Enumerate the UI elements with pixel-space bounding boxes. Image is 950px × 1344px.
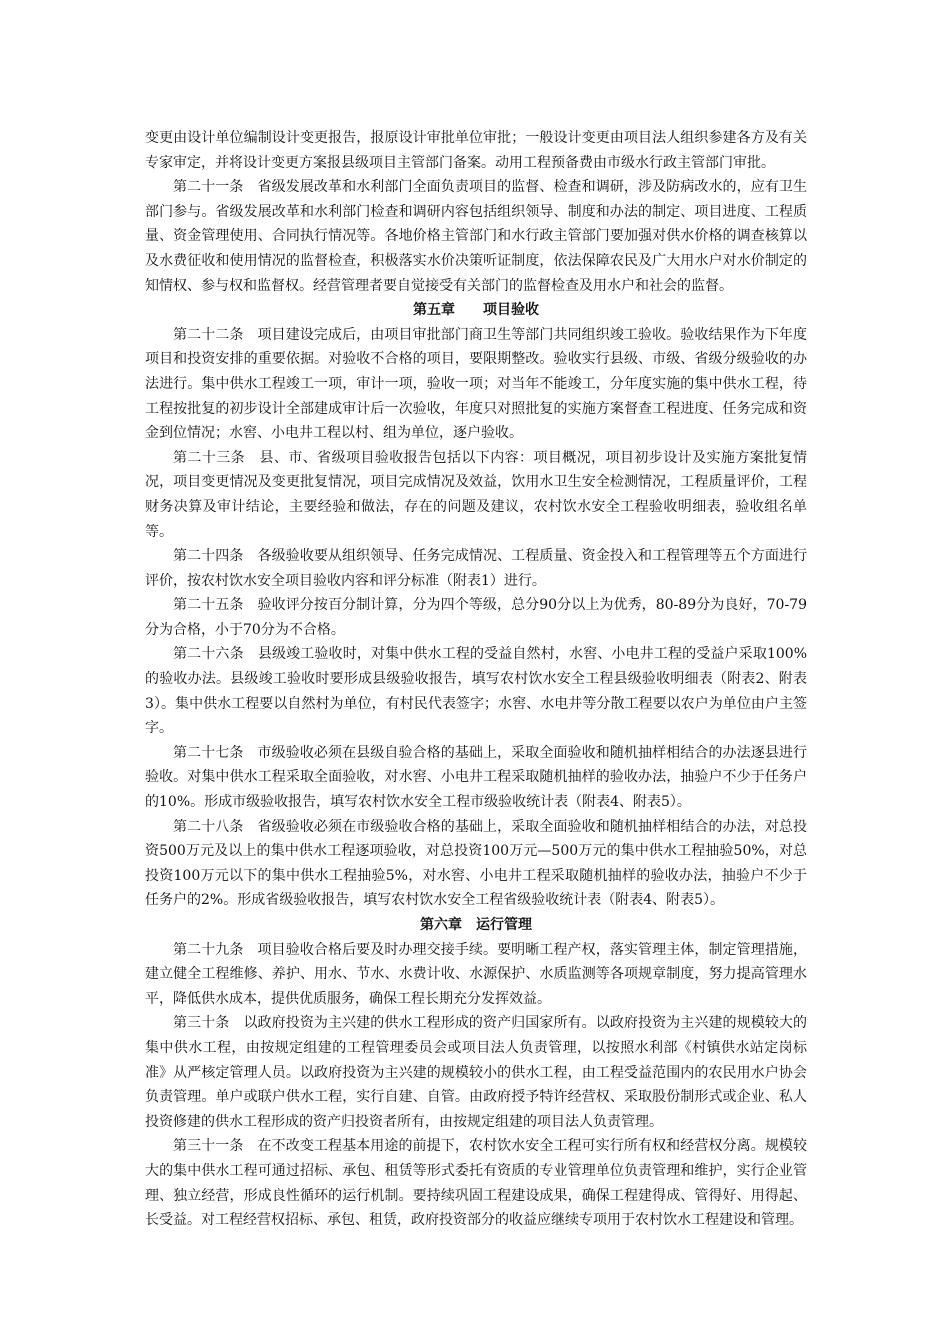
paragraph-article-26: 第二十六条 县级竣工验收时，对集中供水工程的受益自然村，水窖、小电井工程的受益户采取100%的验收办法。县级竣工验收时要形成县级验收报告，填写农村饮水安全工程县级验收明细表（附表2、附表3）。集中供水工程要以自然村为单位，有村民代表签字；水窖、水电井等分散工程要以农户为单位由户主签字。 [145,646,807,737]
paragraph-article-31: 第三十一条 在不改变工程基本用途的前提下，农村饮水安全工程可实行所有权和经营权分离。规模较大的集中供水工程可通过招标、承包、租赁等形式委托有资质的专业管理单位负责管理和维护，实行企业管理、独立经营，形成良性循环的运行机制。要持续巩固工程建设成果，确保工程建得成、管得好、用得起、长受益。对工程经营权招标、承包、租赁，政府投资部分的收益应继续专项用于农村饮水工程建设和管理。 [145,1138,807,1229]
paragraph-article-30: 第三十条 以政府投资为主兴建的供水工程形成的资产归国家所有。以政府投资为主兴建的规模较大的集中供水工程，由按规定组建的工程管理委员会或项目法人负责管理，以按照水利部《村镇供水站定岗标准》从严核定管理人员。以政府投资为主兴建的规模较小的供水工程，由工程受益范围内的农民用水户协会负责管理。单户或联户供水工程，实行自建、自管。由政府授予特许经营权、采取股份制形式或企业、私人投资修建的供水工程形成的资产归投资者所有，由按规定组建的项目法人负责管理。 [145,1015,807,1130]
paragraph-article-23: 第二十三条 县、市、省级项目验收报告包括以下内容：项目概况，项目初步设计及实施方案批复情况，项目变更情况及变更批复情况，项目完成情况及效益，饮用水卫生安全检测情况，工程质量评价，工程财务决算及审计结论，主要经验和做法，存在的问题及建议，农村饮水安全工程验收明细表，验收组名单等。 [145,449,807,540]
paragraph-article-25: 第二十五条 验收评分按百分制计算，分为四个等级，总分90分以上为优秀，80-89分为良好，70-79分为合格，小于70分为不合格。 [145,597,807,638]
paragraph-article-24: 第二十四条 各级验收要从组织领导、任务完成情况、工程质量、资金投入和工程管理等五个方面进行评价，按农村饮水安全项目验收内容和评分标准（附表1）进行。 [145,548,807,589]
paragraph-article-29: 第二十九条 项目验收合格后要及时办理交接手续。要明晰工程产权，落实管理主体，制定管理措施，建立健全工程维修、养护、用水、节水、水费计收、水源保护、水质监测等各项规章制度，努力提高管理水平，降低供水成本，提供优质服务，确保工程长期充分发挥效益。 [145,941,807,1007]
paragraph-article-28: 第二十八条 省级验收必须在市级验收合格的基础上，采取全面验收和随机抽样相结合的办法，对总投资500万元及以上的集中供水工程逐项验收，对总投资100万元—500万元的集中供水工程抽验50%，对总投资100万元以下的集中供水工程抽验5%，对水窖、小电井工程采取随机抽样的验收办法，抽验户不少于任务户的2%。形成省级验收报告，填写农村饮水安全工程省级验收统计表（附表4、附表5）。 [145,818,807,909]
paragraph-design-change-continuation: 变更由设计单位编制设计变更报告，报原设计审批单位审批；一般设计变更由项目法人组织参建各方及有关专家审定，并将设计变更方案报县级项目主管部门备案。动用工程预备费由市级水行政主管部门审批。 [145,130,807,171]
chapter-5-heading: 第五章 项目验收 [413,302,539,319]
document-page [145,126,807,1233]
paragraph-article-21: 第二十一条 省级发展改革和水利部门全面负责项目的监督、检查和调研，涉及防病改水的，应有卫生部门参与。省级发展改革和水利部门检查和调研内容包括组织领导、制度和办法的制定、项目进度、工程质量、资金管理使用、合同执行情况等。各地价格主管部门和水行政主管部门要加强对供水价格的调查核算以及水费征收和使用情况的监督检查，积极落实水价决策听证制度，依法保障农民及广大用水户对水价制定的知情权、参与权和监督权。经营管理者要自觉接受有关部门的监督检查及用水户和社会的监督。 [145,179,807,294]
paragraph-article-22: 第二十二条 项目建设完成后，由项目审批部门商卫生等部门共同组织竣工验收。验收结果作为下年度项目和投资安排的重要依据。对验收不合格的项目，要限期整改。验收实行县级、市级、省级分级验收的办法进行。集中供水工程竣工一项，审计一项，验收一项；对当年不能竣工，分年度实施的集中供水工程，待工程按批复的初步设计全部建成审计后一次验收，年度只对照批复的实施方案督查工程进度、任务完成和资金到位情况；水窖、小电井工程以村、组为单位，逐户验收。 [145,326,807,442]
paragraph-article-27: 第二十七条 市级验收必须在县级自验合格的基础上，采取全面验收和随机抽样相结合的办法逐县进行验收。对集中供水工程采取全面验收，对水窖、小电井工程采取随机抽样的验收办法，抽验户不少于任务户的10%。形成市级验收报告，填写农村饮水安全工程市级验收统计表（附表4、附表5）。 [145,744,807,811]
chapter-6-heading: 第六章 运行管理 [420,917,532,933]
